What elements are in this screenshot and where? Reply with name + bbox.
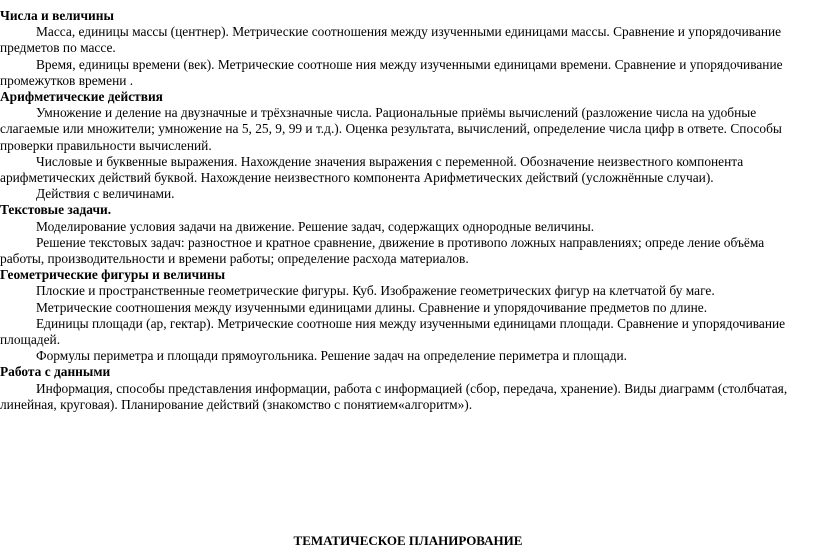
- section-heading: Работа с данными: [0, 364, 111, 380]
- section-data: [0, 364, 810, 413]
- section-heading: Арифметические действия: [0, 89, 163, 105]
- section-heading: Геометрические фигуры и величины: [0, 267, 226, 283]
- paragraph: Единицы площади (ар, гектар). Метрические соотноше ния между изученными единицами площади. Сравнение и упорядочивание площадей.: [0, 315, 786, 348]
- section-heading: Текстовые задачи.: [0, 202, 112, 218]
- section-geometry: [0, 267, 810, 364]
- paragraph: Информация, способы представления информации, работа с информацией (сбор, передача, хранение). Виды диаграмм (столбчатая, линейная, круговая). Планирование действий (знакомство с понятием«алгоритм»).: [0, 380, 788, 412]
- section-numbers: [0, 8, 810, 89]
- paragraph: Числовые и буквенные выражения. Нахождение значения выражения с переменной. Обозначение неизвестного компонента арифметических действий буквой. Нахождение неизвестного компонента Арифметических действий (усложнённые случаи).: [0, 153, 744, 186]
- paragraph: Масса, единицы массы (центнер). Метрические соотношения между изученными единицами массы. Сравнение и упорядочивание предметов по массе.: [0, 24, 782, 56]
- paragraph: Плоские и пространственные геометрические фигуры. Куб. Изображение геометрических фигур на клетчатой бу маге.: [36, 283, 715, 299]
- paragraph: Метрические соотношения между изученными единицами длины. Сравнение и упорядочивание предметов по длине.: [36, 299, 708, 315]
- paragraph: Моделирование условия задачи на движение. Решение задач, содержащих однородные величины.: [36, 218, 595, 234]
- section-arithmetic: [0, 89, 810, 202]
- paragraph: Решение текстовых задач: разностное и кратное сравнение, движение в противопо ложных направлениях; опреде ление объёма работы, производительности и времени работы; определение расхода материалов.: [0, 234, 765, 267]
- document-body: [0, 8, 810, 413]
- thematic-planning-title: ТЕМАТИЧЕСКОЕ ПЛАНИРОВАНИЕ: [293, 533, 523, 548]
- paragraph: Формулы периметра и площади прямоугольника. Решение задач на определение периметра и площади.: [36, 348, 627, 364]
- section-word-problems: [0, 202, 810, 267]
- section-heading: Числа и величины: [0, 8, 114, 23]
- paragraph: Действия с величинами.: [36, 186, 175, 202]
- paragraph: Время, единицы времени (век). Метрические соотноше ния между изученными единицами времени. Сравнение и упорядочивание промежутков времени .: [0, 56, 783, 88]
- paragraph: Умножение и деление на двузначные и трёхзначные числа. Рациональные приёмы вычислений (разложение числа на удобные слагаемые или множители; умножение на 5, 25, 9, 99 и т.д.). Оценка результата, вычислений, определение числа цифр в ответе. Способы проверки правильности вычислений.: [0, 105, 782, 153]
